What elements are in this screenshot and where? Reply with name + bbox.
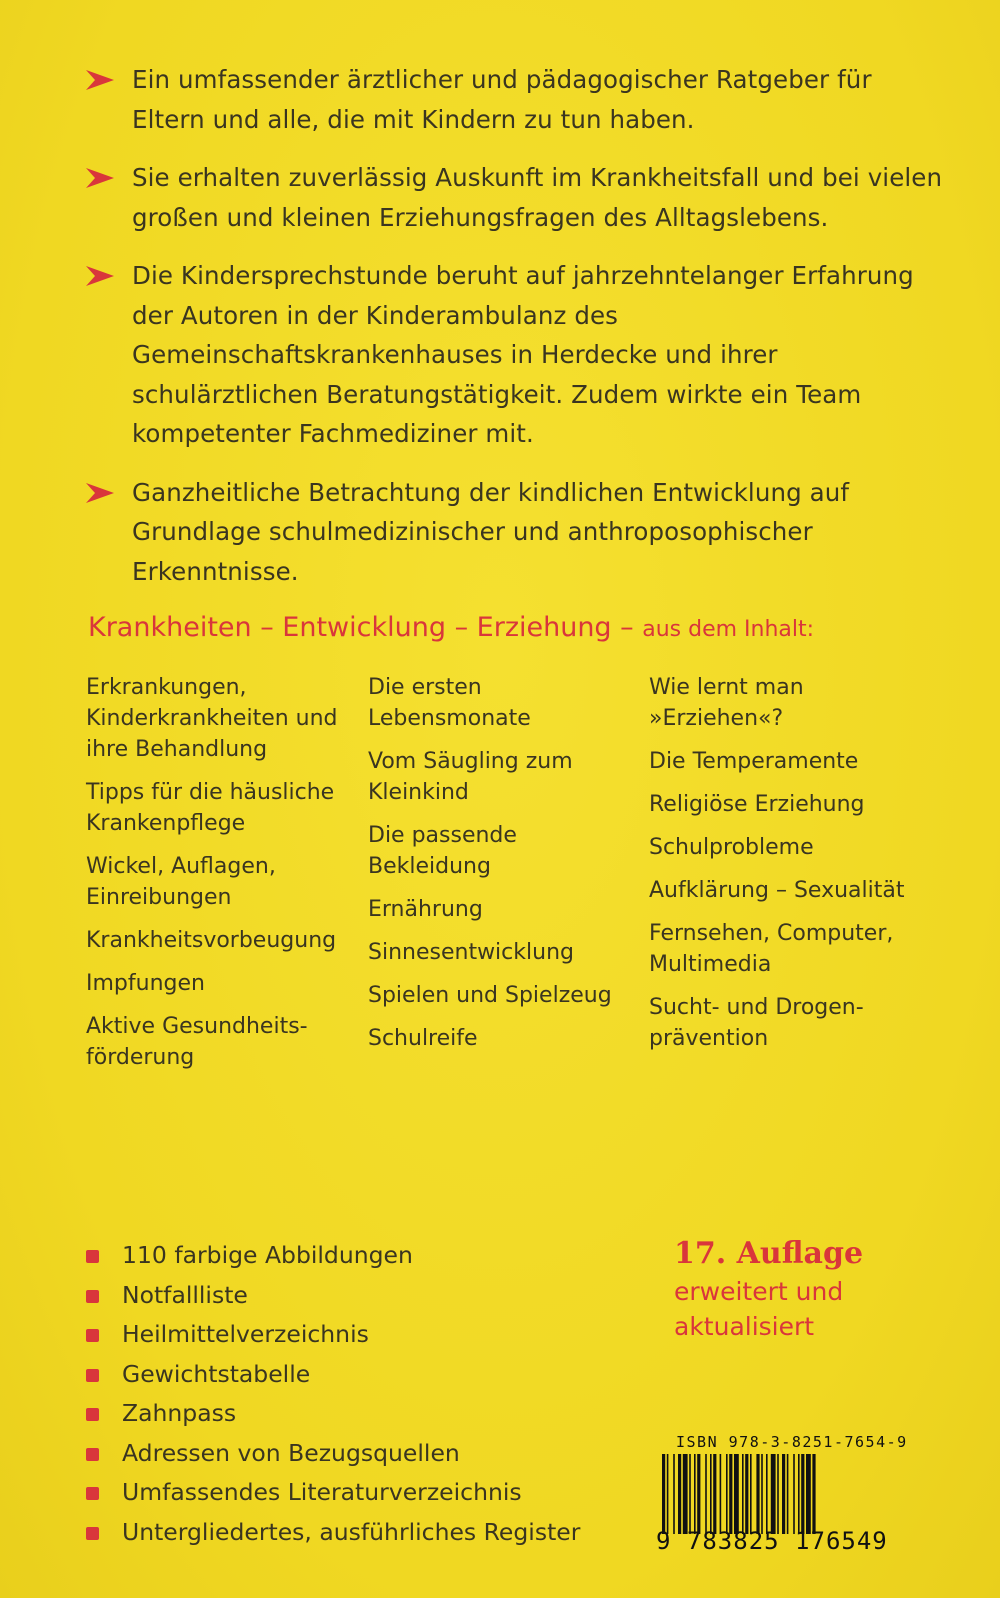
edition-line: aktualisiert — [674, 1312, 815, 1341]
feature-text: Notfallliste — [122, 1280, 248, 1309]
feature-text: Heilmittelverzeichnis — [122, 1320, 369, 1348]
contents-item: Ernährung — [368, 897, 483, 922]
contents-headline-sub: aus dem Inhalt: — [642, 617, 815, 642]
contents-item: Schulprobleme — [649, 835, 814, 860]
contents-column-education — [649, 672, 909, 1066]
red-square-bullet-icon — [86, 1408, 99, 1421]
contents-headline-main: Krankheiten – Entwicklung – Erziehung – — [88, 612, 643, 643]
feature-item — [86, 1276, 606, 1316]
contents-item: Sinnesentwicklung — [368, 940, 574, 965]
feature-list — [86, 1236, 606, 1552]
red-square-bullet-icon — [86, 1487, 99, 1500]
feature-item — [86, 1236, 606, 1276]
contents-item: Aufklärung – Sexualität — [649, 878, 905, 903]
red-square-bullet-icon — [86, 1527, 99, 1540]
red-square-bullet-icon — [86, 1448, 99, 1461]
barcode-icon — [662, 1454, 914, 1534]
contents-item: Wie lernt man »Erziehen«? — [649, 675, 804, 731]
contents-item: Die passende Bekleidung — [368, 823, 517, 879]
red-arrow-icon — [86, 168, 114, 188]
intro-bullet-text: Sie erhalten zuverlässig Auskunft im Krankheitsfall und bei vielen großen und kleinen Erziehungsfragen des Alltagslebens. — [132, 163, 943, 232]
contents-item: Erkrankungen, Kinderkrankheiten und ihre Behandlung — [86, 675, 338, 762]
red-square-bullet-icon — [86, 1329, 99, 1342]
feature-item — [86, 1394, 606, 1434]
red-square-bullet-icon — [86, 1250, 99, 1263]
intro-bullet — [86, 60, 946, 139]
feature-text: Umfassendes Literaturverzeichnis — [122, 1478, 522, 1506]
contents-item: Tipps für die häusliche Krankenpflege — [86, 780, 335, 836]
contents-item: Wickel, Auflagen, Einreibungen — [86, 854, 276, 910]
edition-note — [674, 1234, 863, 1344]
contents-item: Die ersten Lebensmonate — [368, 675, 531, 731]
feature-item — [86, 1473, 606, 1513]
intro-bullet-text: Ein umfassender ärztlicher und pädagogischer Ratgeber für Eltern und alle, die mit Kindern zu tun haben. — [132, 65, 872, 134]
contents-headline — [88, 612, 814, 643]
intro-bullet-text: Die Kindersprechstunde beruht auf jahrzehntelanger Erfahrung der Autoren in der Kinderambulanz des Gemeinschaftskrankenhauses in Herdecke und ihrer schulärztlichen Beratungstätigkeit. Zudem wirkte ein Team kompetenter Fachmediziner mit. — [132, 261, 914, 448]
intro-bullet — [86, 158, 946, 237]
contents-item: Religiöse Erziehung — [649, 792, 865, 817]
contents-item: Impfungen — [86, 971, 205, 996]
contents-column-health — [86, 672, 346, 1085]
red-square-bullet-icon — [86, 1369, 99, 1382]
contents-column-development — [368, 672, 638, 1066]
feature-item — [86, 1315, 606, 1355]
contents-item: Krankheitsvorbeugung — [86, 928, 337, 953]
feature-text: 110 farbige Abbildungen — [122, 1241, 413, 1269]
isbn-label: ISBN 978-3-8251-7654-9 — [676, 1433, 908, 1451]
intro-bullet-list — [86, 60, 946, 610]
intro-bullet-text: Ganzheitliche Betrachtung der kindlichen Entwicklung auf Grundlage schulmedizinischer und anthroposophischer Erkenntnisse. — [132, 477, 850, 586]
contents-item: Schulreife — [368, 1026, 478, 1051]
edition-line: erweitert und — [674, 1277, 844, 1306]
red-arrow-icon — [86, 266, 114, 286]
feature-item — [86, 1513, 606, 1553]
contents-item: Fernsehen, Computer, Multimedia — [649, 921, 894, 977]
contents-item: Spielen und Spielzeug — [368, 983, 612, 1008]
feature-text: Zahnpass — [122, 1399, 237, 1427]
intro-bullet — [86, 473, 946, 592]
feature-text: Gewichtstabelle — [122, 1359, 311, 1388]
feature-text: Untergliedertes, ausführliches Register — [122, 1517, 581, 1546]
red-square-bullet-icon — [86, 1290, 99, 1303]
edition-title: 17. Auflage — [674, 1236, 864, 1271]
contents-item: Vom Säugling zum Kleinkind — [368, 749, 573, 805]
red-arrow-icon — [86, 70, 114, 90]
intro-bullet — [86, 256, 946, 454]
contents-item: Die Temperamente — [649, 749, 859, 774]
contents-item: Aktive Gesundheits-förderung — [86, 1014, 308, 1070]
red-arrow-icon — [86, 483, 114, 503]
feature-text: Adressen von Bezugsquellen — [122, 1438, 460, 1467]
contents-item: Sucht- und Drogen-prävention — [649, 995, 864, 1051]
feature-item — [86, 1355, 606, 1395]
barcode-digits: 9 783825 176549 — [656, 1527, 888, 1555]
feature-item — [86, 1434, 606, 1474]
